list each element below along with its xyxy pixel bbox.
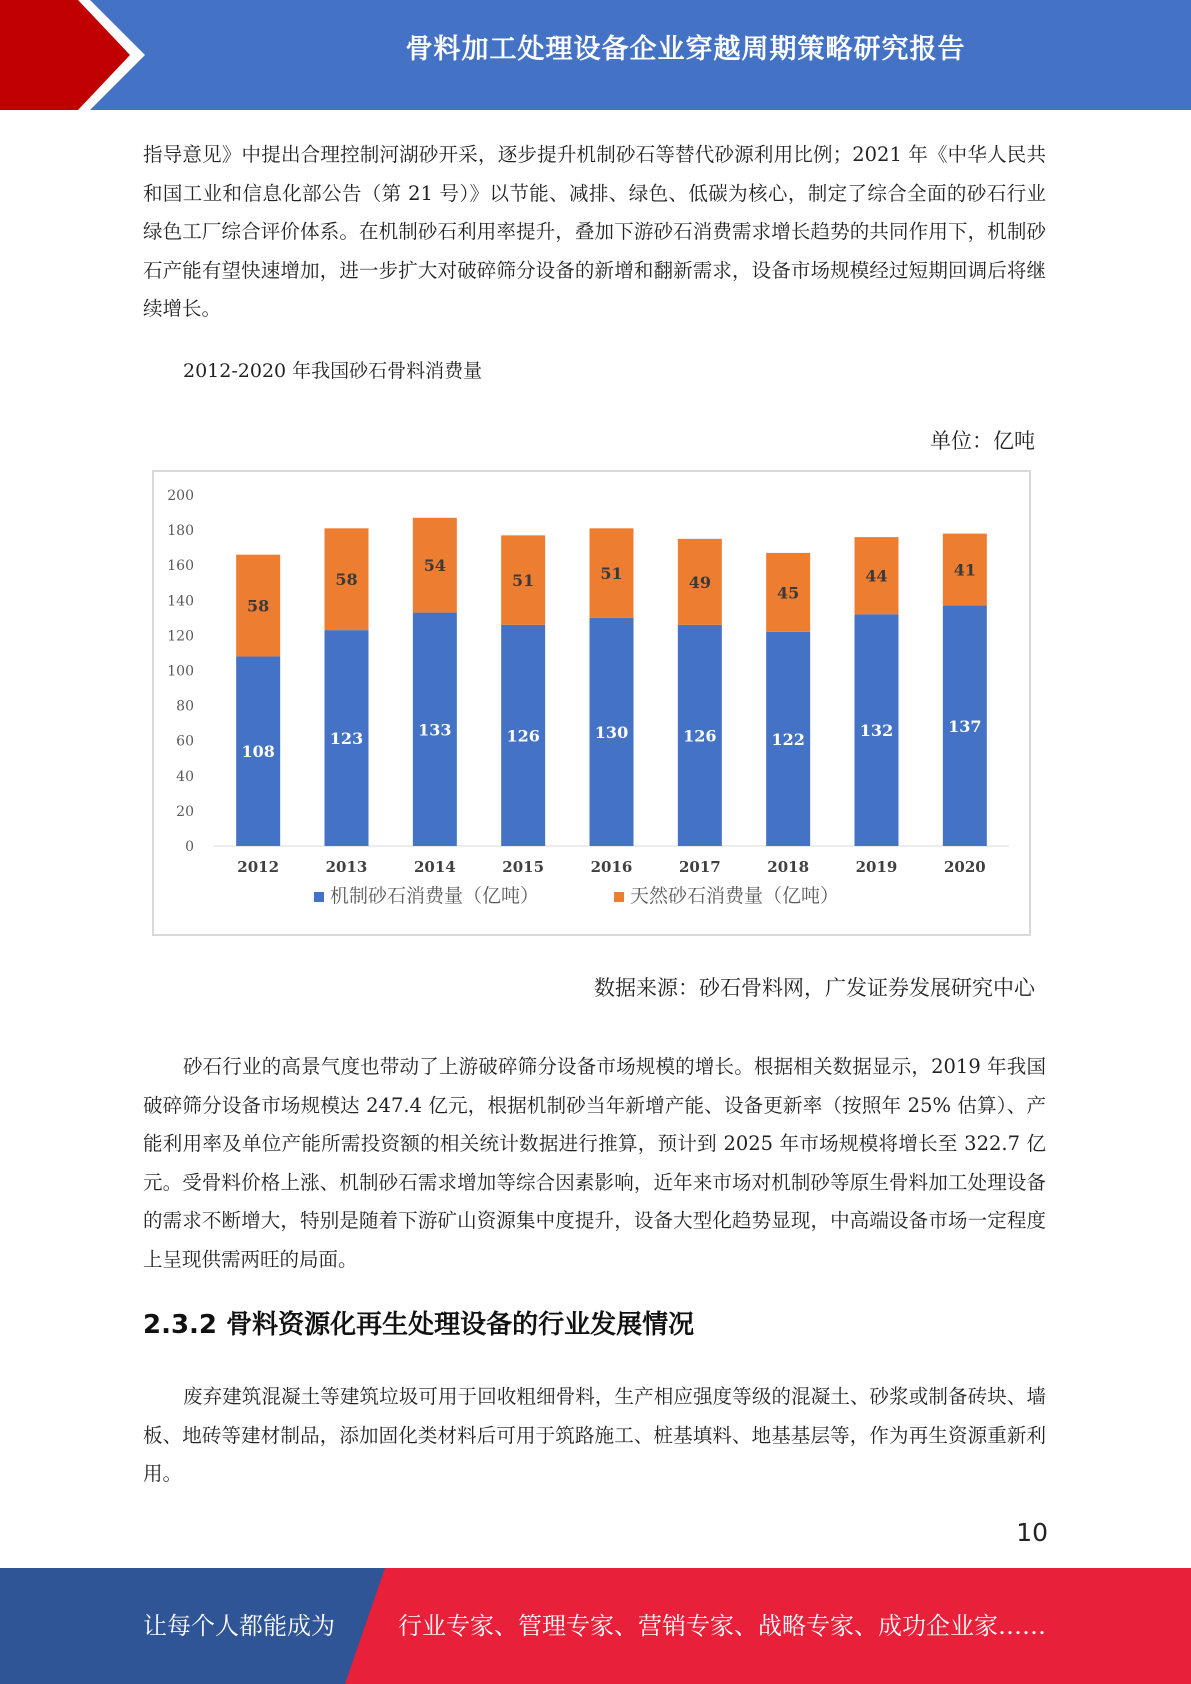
page-number: 10 [1016,1518,1048,1547]
x-tick-label: 2014 [413,858,456,876]
body-paragraph-2: 砂石行业的高景气度也带动了上游破碎筛分设备市场规模的增长。根据相关数据显示，2019 年我国破碎筛分设备市场规模达 247.4 亿元，根据机制砂当年新增产能、设备更新率（按照年 25% 估算）、产能利用率及单位产能所需投资额的相关统计数据进行推算，预计到 2025 年市场规模将增长至 322.7 亿元。受骨料价格上涨、机制砂石需求增加等综合因素影响，近年来市场对机制砂等原生骨料加工处理设备的需求不断增大，特别是随着下游矿山资源集中度提升，设备大型化趋势显现，中高端设备市场一定程度上呈现供需两旺的局面。 [143,1055,1046,1271]
y-tick-label: 20 [176,803,194,820]
x-tick-label: 2020 [943,858,986,876]
body-paragraph-1: 指导意见》中提出合理控制河湖砂开采，逐步提升机制砂石等替代砂源利用比例；2021 年《中华人民共和国工业和信息化部公告（第 21 号）》以节能、减排、绿色、低碳为核心，制定了综合全面的砂石行业绿色工厂综合评价体系。在机制砂石利用率提升，叠加下游砂石消费需求增长趋势的共同作用下，机制砂石产能有望快速增加，进一步扩大对破碎筛分设备的新增和翻新需求，设备市场规模经过短期回调后将继续增长。 [143,143,1046,320]
data-label: 130 [594,722,629,742]
y-tick-label: 60 [176,733,194,750]
y-tick-label: 140 [167,593,194,610]
footer-slogan-right: 行业专家、管理专家、营销专家、战略专家、成功企业家…… [398,1612,1046,1640]
data-label: 58 [335,570,358,590]
data-label: 45 [777,583,800,603]
x-tick-label: 2013 [325,858,368,876]
data-label: 49 [688,572,711,592]
x-tick-label: 2012 [237,858,280,876]
stacked-bar-chart [154,472,1029,934]
page-footer [0,1568,1191,1684]
y-tick-label: 180 [167,523,194,540]
data-label: 51 [600,564,623,584]
page-header [0,0,1191,110]
y-tick-label: 80 [176,698,194,715]
data-label: 132 [859,721,894,741]
footer-slogan-left: 让每个人都能成为 [143,1612,335,1640]
data-label: 126 [683,726,717,746]
chart-frame [152,470,1031,936]
data-label: 108 [241,742,275,762]
x-tick-label: 2018 [767,858,810,876]
x-tick-label: 2015 [502,858,545,876]
y-tick-label: 40 [176,768,194,785]
y-tick-label: 200 [167,488,194,504]
data-label: 44 [865,566,888,586]
x-tick-label: 2019 [855,858,898,876]
figure-caption: 2012-2020 年我国砂石骨料消费量 [183,360,483,382]
legend-label: 机制砂石消费量（亿吨） [330,885,540,907]
y-tick-label: 120 [167,628,194,645]
data-label: 58 [247,596,270,616]
data-label: 126 [506,726,540,746]
x-tick-label: 2017 [678,858,721,876]
figure-unit: 单位：亿吨 [930,429,1035,453]
data-label: 123 [329,729,364,749]
figure-source: 数据来源：砂石骨料网，广发证券发展研究中心 [594,976,1035,1000]
data-label: 133 [418,720,452,740]
data-label: 51 [512,571,535,591]
legend-swatch [314,892,324,902]
header-chevron-icon [0,0,160,110]
section-heading: 2.3.2 骨料资源化再生处理设备的行业发展情况 [143,1310,695,1340]
header-title: 骨料加工处理设备企业穿越周期策略研究报告 [405,34,966,65]
y-tick-label: 0 [185,839,194,855]
data-label: 122 [771,729,805,749]
legend-swatch [614,892,624,902]
data-label: 41 [953,560,976,580]
data-label: 54 [423,556,446,576]
legend-label: 天然砂石消费量（亿吨） [630,885,840,907]
x-tick-label: 2016 [590,858,633,876]
data-label: 137 [948,716,982,736]
y-tick-label: 160 [167,558,194,575]
y-tick-label: 100 [167,663,194,680]
body-paragraph-3: 废弃建筑混凝土等建筑垃圾可用于回收粗细骨料，生产相应强度等级的混凝土、砂浆或制备砖块、墙板、地砖等建材制品，添加固化类材料后可用于筑路施工、桩基填料、地基基层等，作为再生资源重新利用。 [143,1385,1046,1485]
